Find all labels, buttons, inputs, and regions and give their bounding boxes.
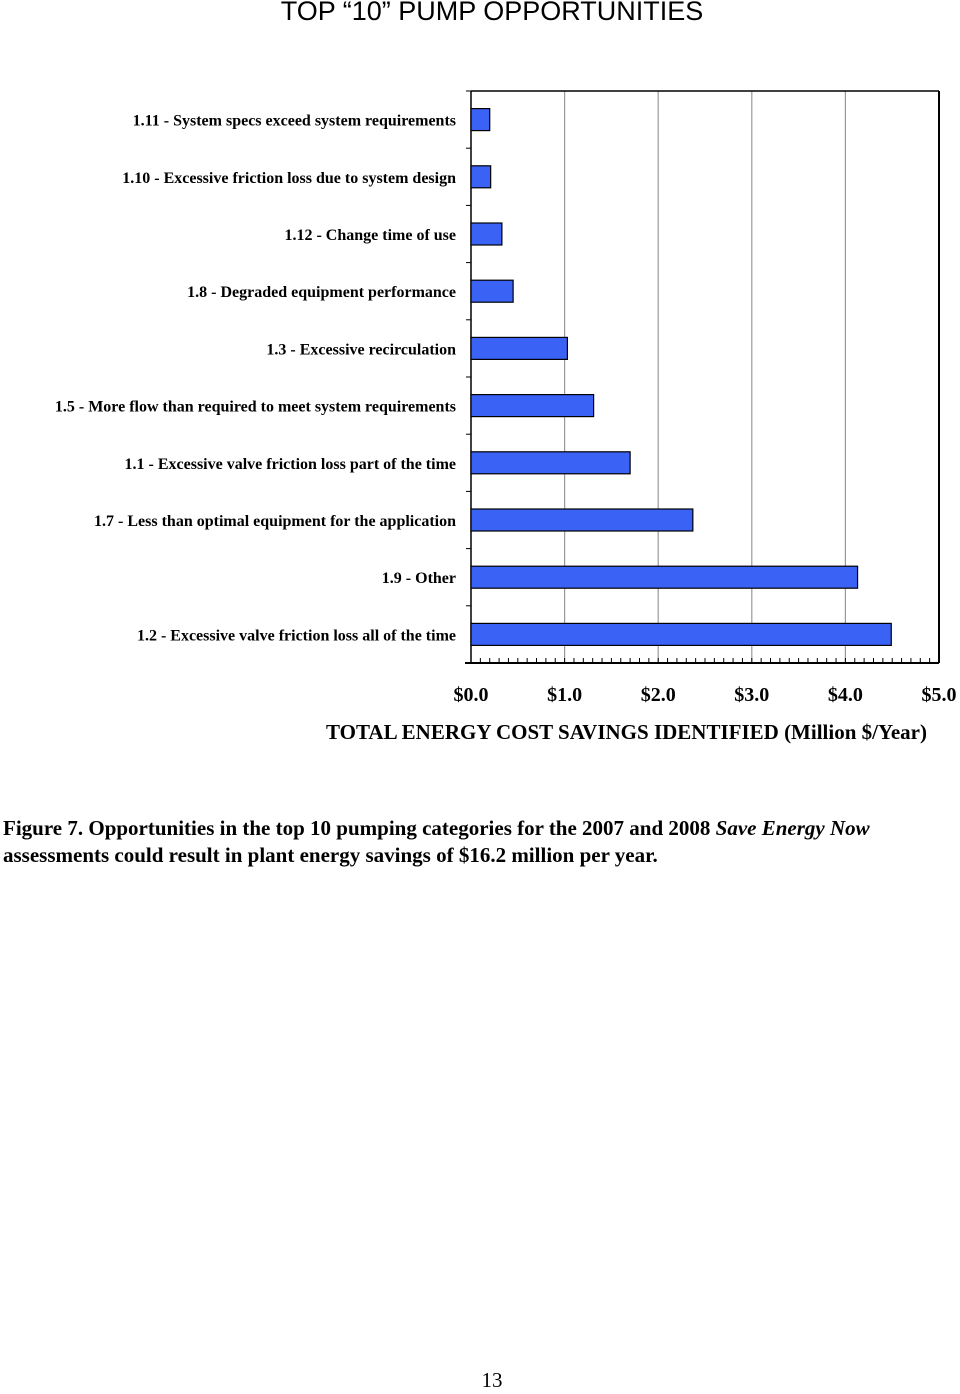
x-tick-label: $4.0 <box>827 684 863 706</box>
category-label: 1.12 - Change time of use <box>284 227 456 244</box>
page-number: 13 <box>481 1368 503 1392</box>
bar <box>471 166 491 188</box>
bar <box>471 566 858 588</box>
bar <box>471 452 630 474</box>
x-tick-label: $2.0 <box>640 684 676 706</box>
x-tick-label: $1.0 <box>547 684 583 706</box>
bar <box>471 509 693 531</box>
caption-prefix: Figure 7. Opportunities in the top 10 pumping categories for the 2007 and 2008 <box>3 816 716 840</box>
category-label: 1.11 - System specs exceed system requirements <box>132 112 456 130</box>
bar <box>471 280 513 302</box>
category-label: 1.9 - Other <box>381 570 456 588</box>
category-label: 1.1 - Excessive valve friction loss part of the time <box>124 455 456 473</box>
chart-title: TOP “10” PUMP OPPORTUNITIES <box>280 0 704 26</box>
caption-suffix: assessments could result in plant energy savings of $16.2 million per year. <box>3 843 658 867</box>
category-label: 1.2 - Excessive valve friction loss all of the time <box>136 627 456 645</box>
category-label: 1.7 - Less than optimal equipment for the application <box>94 513 456 530</box>
category-label: 1.3 - Excessive recirculation <box>266 341 456 359</box>
category-label: 1.5 - More flow than required to meet system requirements <box>54 398 456 416</box>
category-label: 1.8 - Degraded equipment performance <box>187 284 456 302</box>
bar <box>471 337 567 359</box>
x-tick-label: $0.0 <box>453 684 489 706</box>
x-axis-label: TOTAL ENERGY COST SAVINGS IDENTIFIED (Million $/Year) <box>326 720 927 744</box>
x-tick-label: $5.0 <box>921 684 957 706</box>
bar <box>471 623 891 645</box>
category-label: 1.10 - Excessive friction loss due to system design <box>122 169 456 187</box>
bar <box>471 109 490 131</box>
x-tick-label: $3.0 <box>734 684 770 706</box>
caption-italic: Save Energy Now <box>715 816 870 840</box>
bar <box>471 395 594 417</box>
figure-caption <box>3 815 958 869</box>
bar <box>471 223 502 245</box>
